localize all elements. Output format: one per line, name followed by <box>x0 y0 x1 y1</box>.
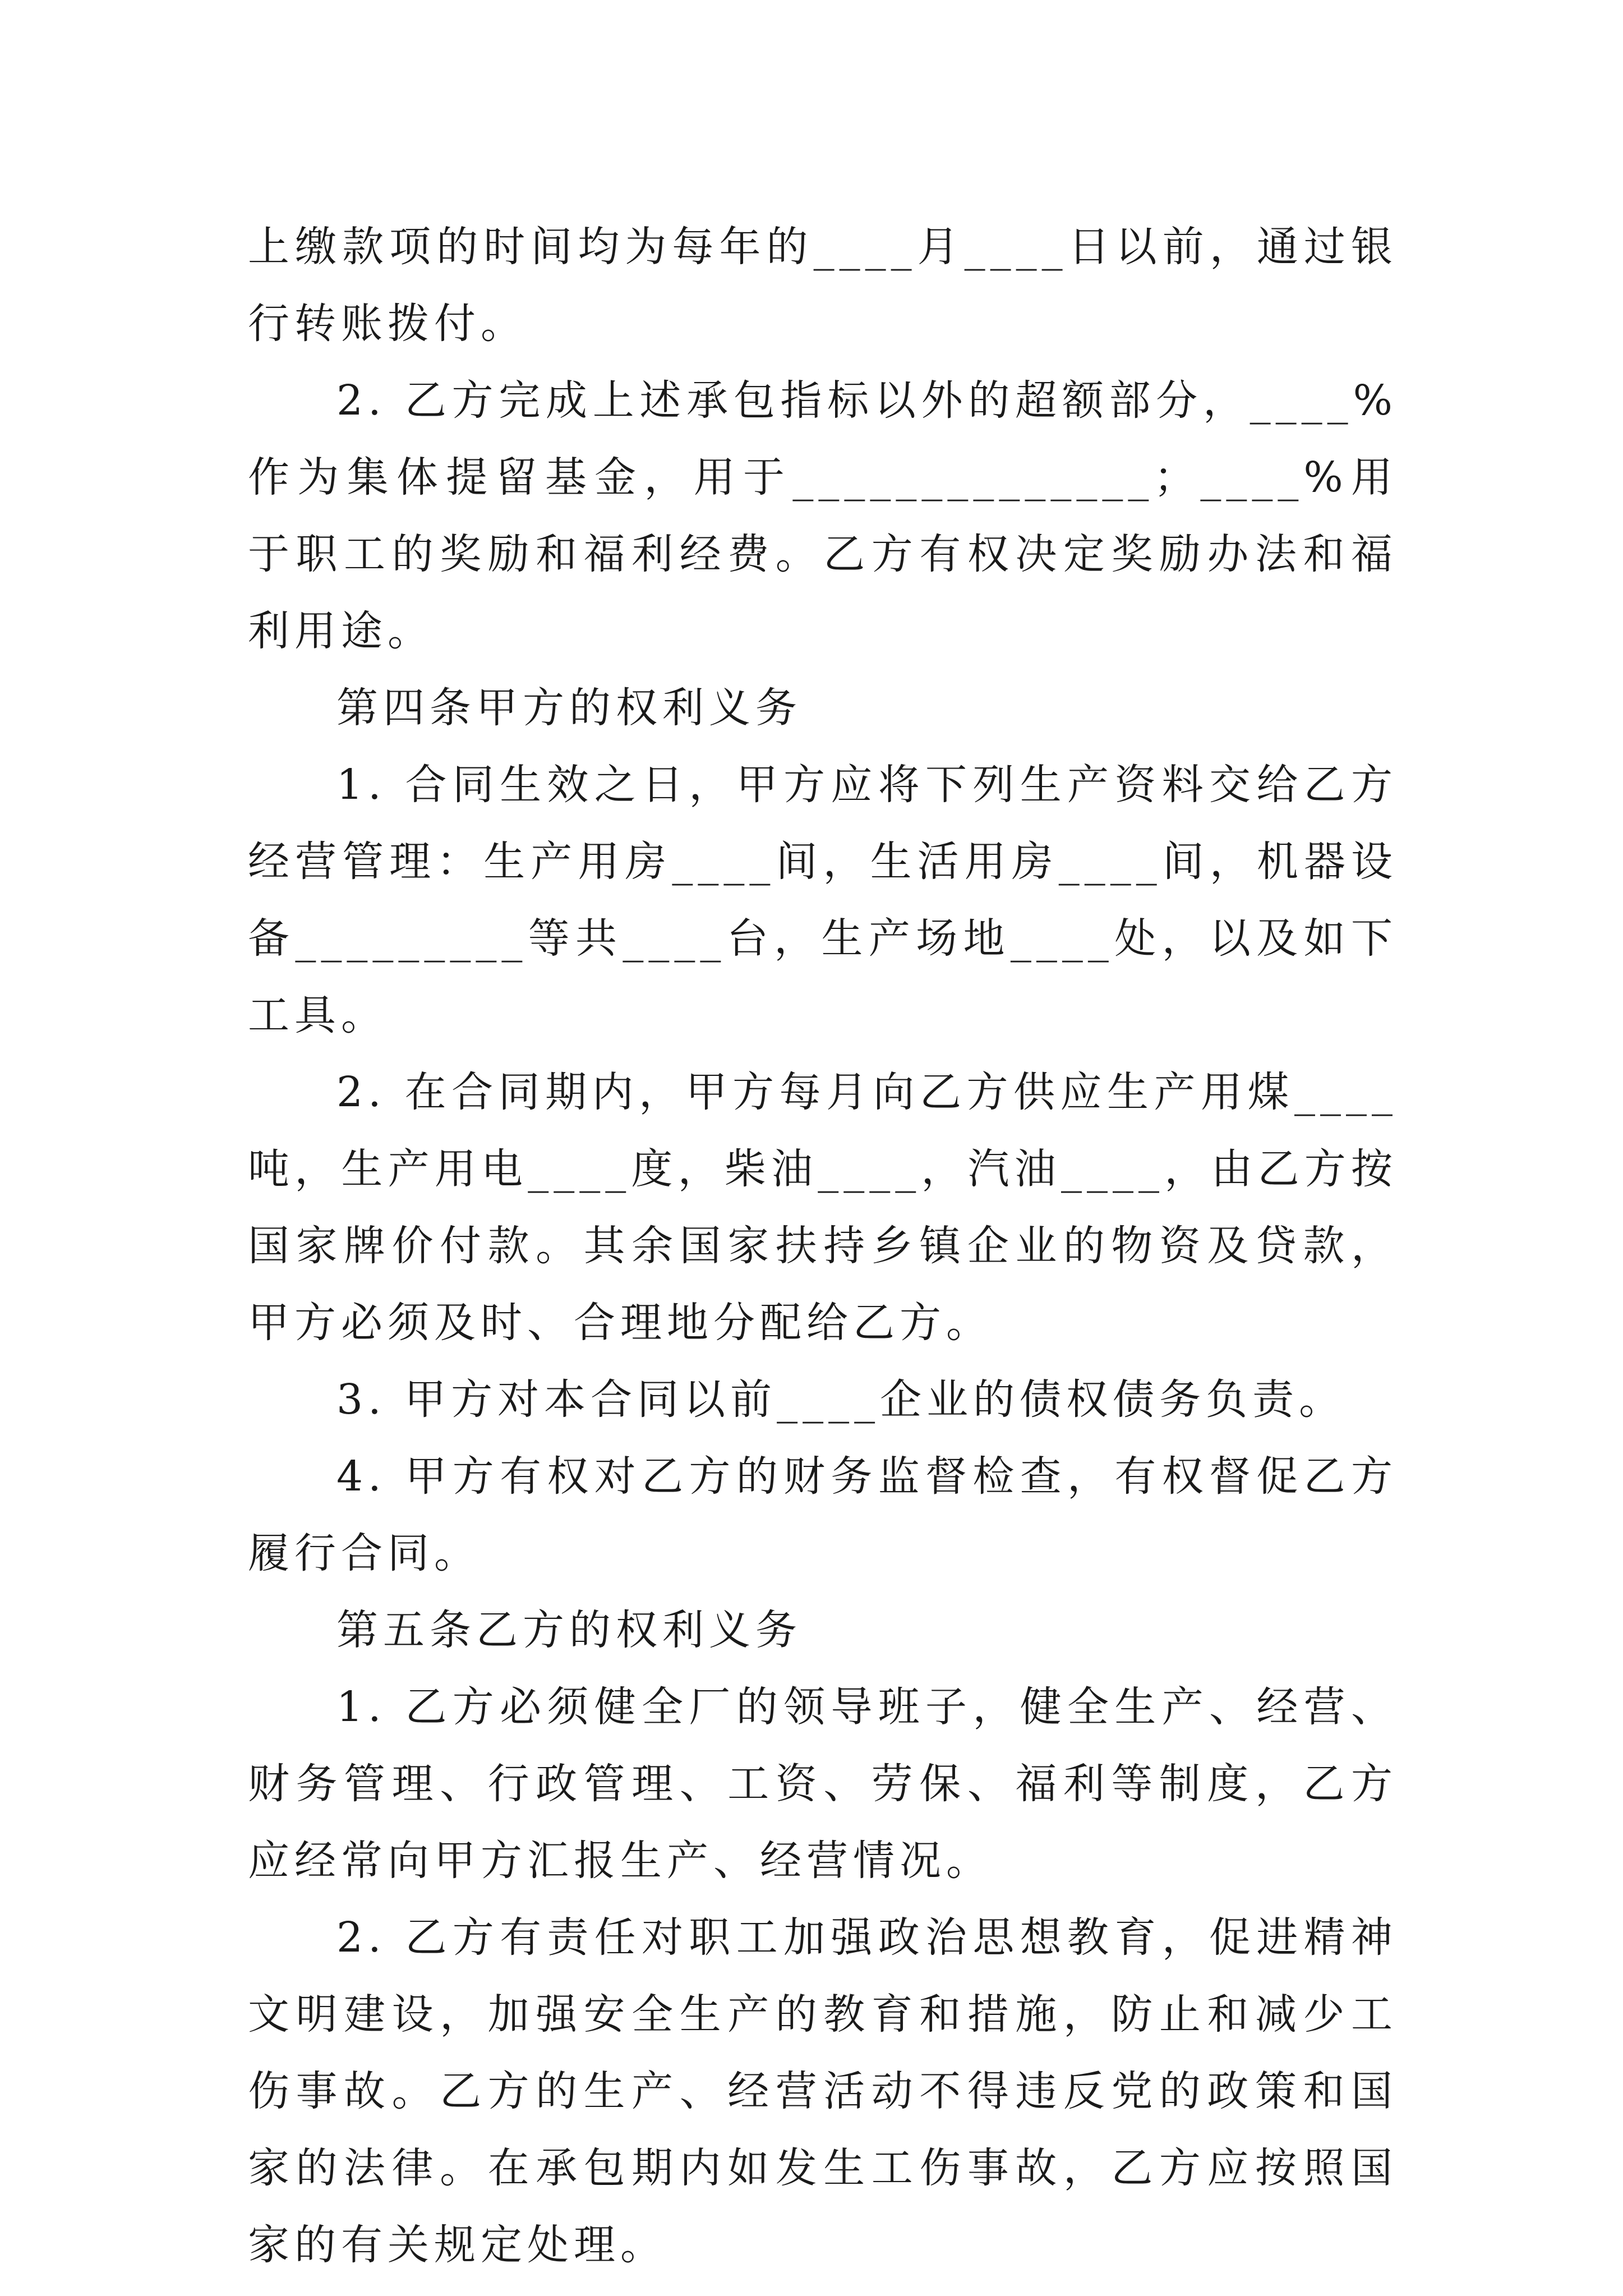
paragraph-excess-allocation: 2. 乙方完成上述承包指标以外的超额部分，____%作为集体提留基金，用于______________；____%用于职工的奖励和福利经费。乙方有权决定奖励办法和福利用途。 <box>248 376 1398 655</box>
article-five-heading: 第五条乙方的权利义务 <box>336 1606 802 1654</box>
paragraph-safety-education: 2. 乙方有责任对职工加强政治思想教育，促进精神文明建设，加强安全生产的教育和措施，防止和减少工伤事故。乙方的生产、经营活动不得违反党的政策和国家的法律。在承包期内如发生工伤事故，乙方应按照国家的有关规定处理。 <box>248 1913 1398 2269</box>
paragraph-debts: 3. 甲方对本合同以前____企业的债权债务负责。 <box>336 1375 1346 1424</box>
paragraph-payment-schedule: 上缴款项的时间均为每年的____月____日以前，通过银行转账拨付。 <box>248 223 1398 348</box>
paragraph-means-of-production: 1. 合同生效之日，甲方应将下列生产资料交给乙方经营管理：生产用房____间，生活用房____间，机器设备_________等共____台，生产场地____处，以及如下工具。 <box>248 761 1398 1039</box>
document-body <box>248 209 1398 2284</box>
paragraph-supplies: 2. 在合同期内，甲方每月向乙方供应生产用煤____吨，生产用电____度，柴油____，汽油____，由乙方按国家牌价付款。其余国家扶持乡镇企业的物资及贷款，甲方必须及时、合理地分配给乙方。 <box>248 1068 1398 1347</box>
paragraph-management-systems: 1. 乙方必须健全厂的领导班子，健全生产、经营、财务管理、行政管理、工资、劳保、福利等制度，乙方应经常向甲方汇报生产、经营情况。 <box>248 1683 1398 1885</box>
paragraph-financial-supervision: 4. 甲方有权对乙方的财务监督检查，有权督促乙方履行合同。 <box>248 1452 1398 1577</box>
article-four-heading: 第四条甲方的权利义务 <box>336 684 802 732</box>
